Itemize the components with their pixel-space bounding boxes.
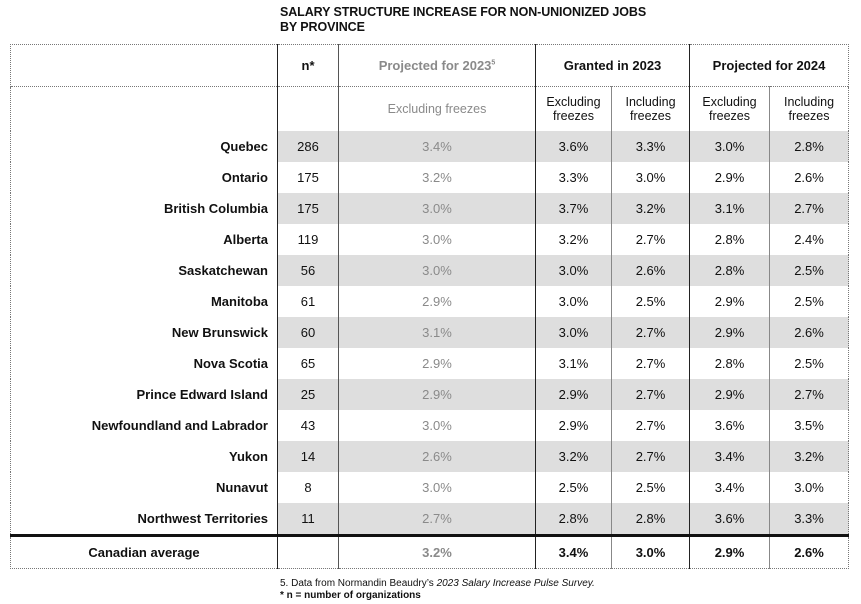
- subheader-granted-excl-line2: freezes: [553, 109, 594, 123]
- projected-2024-excl-cell: 3.0%: [690, 131, 770, 162]
- granted-incl-cell: 2.5%: [612, 472, 690, 503]
- header-projected-2024: Projected for 2024: [690, 45, 849, 87]
- granted-incl-cell: 2.7%: [612, 317, 690, 348]
- average-projected-2024-excl: 2.9%: [690, 536, 770, 569]
- province-cell: Nova Scotia: [11, 348, 278, 379]
- subheader-proj2024-incl-line2: freezes: [788, 109, 830, 123]
- projected-2024-excl-cell: 3.4%: [690, 441, 770, 472]
- table-row: [11, 379, 849, 410]
- granted-incl-cell: 2.7%: [612, 410, 690, 441]
- projected-2023-cell: 3.2%: [339, 162, 536, 193]
- table-row: [11, 503, 849, 536]
- projected-2024-incl-cell: 2.5%: [770, 255, 849, 286]
- n-cell: 119: [278, 224, 339, 255]
- projected-2023-cell: 2.9%: [339, 379, 536, 410]
- header-row-1: [11, 45, 849, 87]
- n-cell: 14: [278, 441, 339, 472]
- province-cell: New Brunswick: [11, 317, 278, 348]
- average-row: [11, 536, 849, 569]
- projected-2024-incl-cell: 2.5%: [770, 348, 849, 379]
- header-empty-cell: [11, 45, 278, 87]
- footnote-source-prefix: 5. Data from Normandin Beaudry’s: [280, 578, 437, 589]
- n-cell: 286: [278, 131, 339, 162]
- table-row: [11, 317, 849, 348]
- projected-2024-incl-cell: 2.7%: [770, 379, 849, 410]
- granted-incl-cell: 3.3%: [612, 131, 690, 162]
- average-projected-2024-incl: 2.6%: [770, 536, 849, 569]
- subheader-proj2024-excl-line2: freezes: [709, 109, 751, 123]
- table-row: [11, 441, 849, 472]
- projected-2023-cell: 2.9%: [339, 348, 536, 379]
- projected-2024-incl-cell: 2.6%: [770, 162, 849, 193]
- projected-2024-excl-cell: 2.9%: [690, 286, 770, 317]
- province-cell: Prince Edward Island: [11, 379, 278, 410]
- salary-increase-table: [10, 44, 849, 569]
- n-cell: 8: [278, 472, 339, 503]
- header-granted-2023: Granted in 2023: [536, 45, 690, 87]
- subheader-granted-excl-line1: Excluding: [546, 95, 601, 109]
- granted-excl-cell: 3.6%: [536, 131, 612, 162]
- province-cell: Ontario: [11, 162, 278, 193]
- projected-2024-incl-cell: 2.7%: [770, 193, 849, 224]
- n-cell: 11: [278, 503, 339, 536]
- projected-2023-cell: 3.0%: [339, 193, 536, 224]
- granted-excl-cell: 2.8%: [536, 503, 612, 536]
- table-row: [11, 472, 849, 503]
- projected-2024-incl-cell: 3.5%: [770, 410, 849, 441]
- footnote-source: [280, 578, 595, 590]
- granted-incl-cell: 2.7%: [612, 348, 690, 379]
- average-granted-excl: 3.4%: [536, 536, 612, 569]
- subheader-proj2024-excl-line1: Excluding: [702, 95, 757, 109]
- projected-2024-incl-cell: 2.5%: [770, 286, 849, 317]
- projected-2023-cell: 3.0%: [339, 472, 536, 503]
- projected-2024-excl-cell: 2.9%: [690, 162, 770, 193]
- subheader-projected-2023: Excluding freezes: [339, 87, 536, 132]
- granted-excl-cell: 3.0%: [536, 317, 612, 348]
- title-line-1: SALARY STRUCTURE INCREASE FOR NON-UNIONIZED JOBS: [280, 5, 647, 19]
- projected-2024-excl-cell: 2.8%: [690, 224, 770, 255]
- granted-incl-cell: 3.2%: [612, 193, 690, 224]
- table-row: [11, 410, 849, 441]
- n-cell: 61: [278, 286, 339, 317]
- n-cell: 43: [278, 410, 339, 441]
- header-projected-2023-label: Projected for 2023: [378, 58, 492, 73]
- n-cell: 65: [278, 348, 339, 379]
- table-title: [280, 5, 646, 35]
- granted-excl-cell: 2.5%: [536, 472, 612, 503]
- table-row: [11, 131, 849, 162]
- granted-excl-cell: 3.0%: [536, 255, 612, 286]
- granted-incl-cell: 2.7%: [612, 379, 690, 410]
- average-projected-2023: 3.2%: [339, 536, 536, 569]
- province-cell: Quebec: [11, 131, 278, 162]
- projected-2024-excl-cell: 2.8%: [690, 348, 770, 379]
- granted-excl-cell: 3.3%: [536, 162, 612, 193]
- subheader-granted-excl: [536, 87, 612, 132]
- footnote-n: * n = number of organizations: [280, 590, 421, 601]
- projected-2023-cell: 2.7%: [339, 503, 536, 536]
- granted-incl-cell: 2.6%: [612, 255, 690, 286]
- subheader-proj2024-incl-line1: Including: [783, 95, 835, 109]
- title-line-2: BY PROVINCE: [280, 20, 365, 34]
- average-n-cell: [278, 536, 339, 569]
- province-cell: Newfoundland and Labrador: [11, 410, 278, 441]
- projected-2023-cell: 3.0%: [339, 410, 536, 441]
- n-cell: 60: [278, 317, 339, 348]
- projected-2024-excl-cell: 2.8%: [690, 255, 770, 286]
- header-n: n*: [278, 45, 339, 87]
- projected-2023-cell: 2.9%: [339, 286, 536, 317]
- granted-excl-cell: 3.2%: [536, 224, 612, 255]
- province-cell: Yukon: [11, 441, 278, 472]
- granted-incl-cell: 2.7%: [612, 441, 690, 472]
- granted-incl-cell: 3.0%: [612, 162, 690, 193]
- projected-2024-incl-cell: 2.4%: [770, 224, 849, 255]
- projected-2024-incl-cell: 3.3%: [770, 503, 849, 536]
- province-cell: British Columbia: [11, 193, 278, 224]
- subheader-proj2024-excl: [690, 87, 770, 132]
- average-granted-incl: 3.0%: [612, 536, 690, 569]
- projected-2024-incl-cell: 3.2%: [770, 441, 849, 472]
- projected-2023-cell: 3.0%: [339, 255, 536, 286]
- subheader-empty-cell: [11, 87, 278, 132]
- n-cell: 56: [278, 255, 339, 286]
- province-cell: Northwest Territories: [11, 503, 278, 536]
- projected-2024-excl-cell: 3.1%: [690, 193, 770, 224]
- header-projected-2023-note: 5: [491, 59, 496, 67]
- projected-2024-incl-cell: 2.6%: [770, 317, 849, 348]
- granted-excl-cell: 3.1%: [536, 348, 612, 379]
- footnote-source-title: 2023 Salary Increase Pulse Survey.: [436, 578, 595, 589]
- projected-2024-incl-cell: 2.8%: [770, 131, 849, 162]
- projected-2024-excl-cell: 3.6%: [690, 503, 770, 536]
- projected-2023-cell: 2.6%: [339, 441, 536, 472]
- table-row: [11, 193, 849, 224]
- projected-2023-cell: 3.4%: [339, 131, 536, 162]
- granted-incl-cell: 2.8%: [612, 503, 690, 536]
- granted-excl-cell: 3.0%: [536, 286, 612, 317]
- n-cell: 25: [278, 379, 339, 410]
- table-row: [11, 224, 849, 255]
- n-cell: 175: [278, 193, 339, 224]
- table-row: [11, 348, 849, 379]
- province-cell: Saskatchewan: [11, 255, 278, 286]
- granted-excl-cell: 3.7%: [536, 193, 612, 224]
- header-projected-2023: [339, 45, 536, 87]
- subheader-proj2024-incl: [770, 87, 849, 132]
- province-cell: Alberta: [11, 224, 278, 255]
- table-row: [11, 162, 849, 193]
- projected-2024-incl-cell: 3.0%: [770, 472, 849, 503]
- subheader-n-empty: [278, 87, 339, 132]
- province-cell: Manitoba: [11, 286, 278, 317]
- granted-excl-cell: 2.9%: [536, 410, 612, 441]
- granted-excl-cell: 3.2%: [536, 441, 612, 472]
- granted-excl-cell: 2.9%: [536, 379, 612, 410]
- average-label: Canadian average: [11, 536, 278, 569]
- projected-2024-excl-cell: 2.9%: [690, 379, 770, 410]
- n-cell: 175: [278, 162, 339, 193]
- projected-2023-cell: 3.1%: [339, 317, 536, 348]
- province-cell: Nunavut: [11, 472, 278, 503]
- projected-2024-excl-cell: 2.9%: [690, 317, 770, 348]
- subheader-granted-incl: [612, 87, 690, 132]
- projected-2023-cell: 3.0%: [339, 224, 536, 255]
- subheader-granted-incl-line1: Including: [625, 95, 676, 109]
- header-row-2: [11, 87, 849, 132]
- table-row: [11, 286, 849, 317]
- granted-incl-cell: 2.7%: [612, 224, 690, 255]
- table-row: [11, 255, 849, 286]
- projected-2024-excl-cell: 3.4%: [690, 472, 770, 503]
- granted-incl-cell: 2.5%: [612, 286, 690, 317]
- subheader-granted-incl-line2: freezes: [630, 109, 671, 123]
- projected-2024-excl-cell: 3.6%: [690, 410, 770, 441]
